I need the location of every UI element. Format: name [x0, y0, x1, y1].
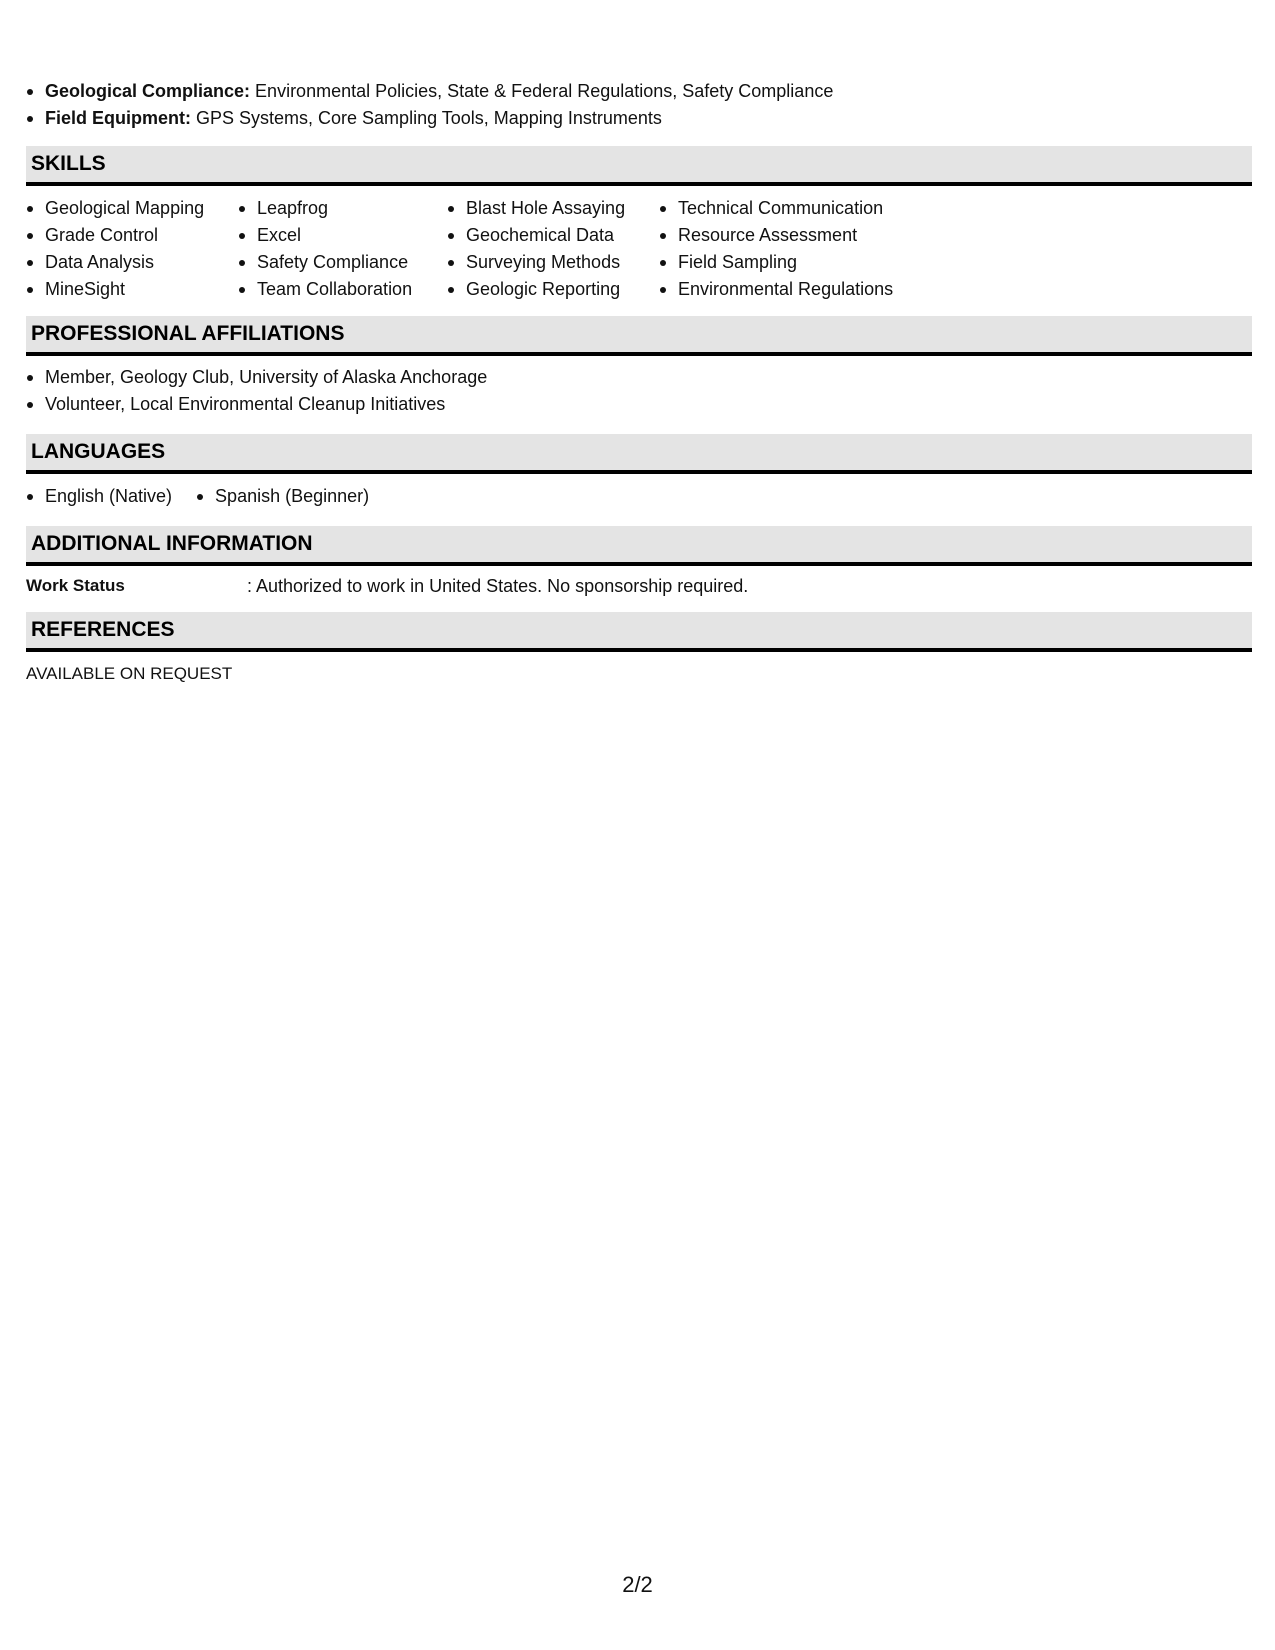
affiliation-item: Volunteer, Local Environmental Cleanup Initiatives: [26, 391, 1252, 418]
expertise-list: [26, 78, 1252, 132]
skills-column: [26, 195, 238, 303]
item-label: Field Equipment:: [45, 108, 191, 128]
affiliation-item: Member, Geology Club, University of Alaska Anchorage: [26, 364, 1252, 391]
skill-item: Surveying Methods: [447, 249, 659, 276]
skill-item: Resource Assessment: [659, 222, 959, 249]
item-text: Environmental Policies, State & Federal Regulations, Safety Compliance: [250, 81, 834, 101]
languages-heading: LANGUAGES: [26, 434, 1252, 474]
list-item: [26, 105, 1252, 132]
additional-info-heading: ADDITIONAL INFORMATION: [26, 526, 1252, 566]
skill-item: Safety Compliance: [238, 249, 447, 276]
language-item: English (Native): [26, 483, 172, 510]
skills-column: [238, 195, 447, 303]
skill-item: Leapfrog: [238, 195, 447, 222]
skill-item: Geological Mapping: [26, 195, 238, 222]
skill-item: Blast Hole Assaying: [447, 195, 659, 222]
skill-item: Grade Control: [26, 222, 238, 249]
list-item: [26, 78, 1252, 105]
work-status-value: : Authorized to work in United States. No sponsorship required.: [247, 576, 749, 596]
work-status-row: [26, 566, 1252, 612]
affiliations-list: [26, 356, 1252, 434]
item-text: GPS Systems, Core Sampling Tools, Mapping Instruments: [191, 108, 662, 128]
references-heading: REFERENCES: [26, 612, 1252, 652]
skill-item: Team Collaboration: [238, 276, 447, 303]
skills-heading: SKILLS: [26, 146, 1252, 186]
affiliations-heading: PROFESSIONAL AFFILIATIONS: [26, 316, 1252, 356]
skills-column: [659, 195, 959, 303]
skill-item: Excel: [238, 222, 447, 249]
skill-item: Field Sampling: [659, 249, 959, 276]
language-item: Spanish (Beginner): [196, 483, 369, 510]
skill-item: Data Analysis: [26, 249, 238, 276]
work-status-label: Work Status: [26, 576, 125, 595]
skill-item: Geochemical Data: [447, 222, 659, 249]
item-label: Geological Compliance:: [45, 81, 251, 101]
skills-column: [447, 195, 659, 303]
page-number: 2/2: [622, 1572, 653, 1597]
skill-item: Geologic Reporting: [447, 276, 659, 303]
skills-grid: [26, 186, 1252, 316]
resume-page: [26, 78, 1252, 686]
skill-item: MineSight: [26, 276, 238, 303]
skill-item: Environmental Regulations: [659, 276, 959, 303]
references-text: AVAILABLE ON REQUEST: [26, 664, 233, 683]
languages-list: [26, 474, 1252, 526]
skill-item: Technical Communication: [659, 195, 959, 222]
